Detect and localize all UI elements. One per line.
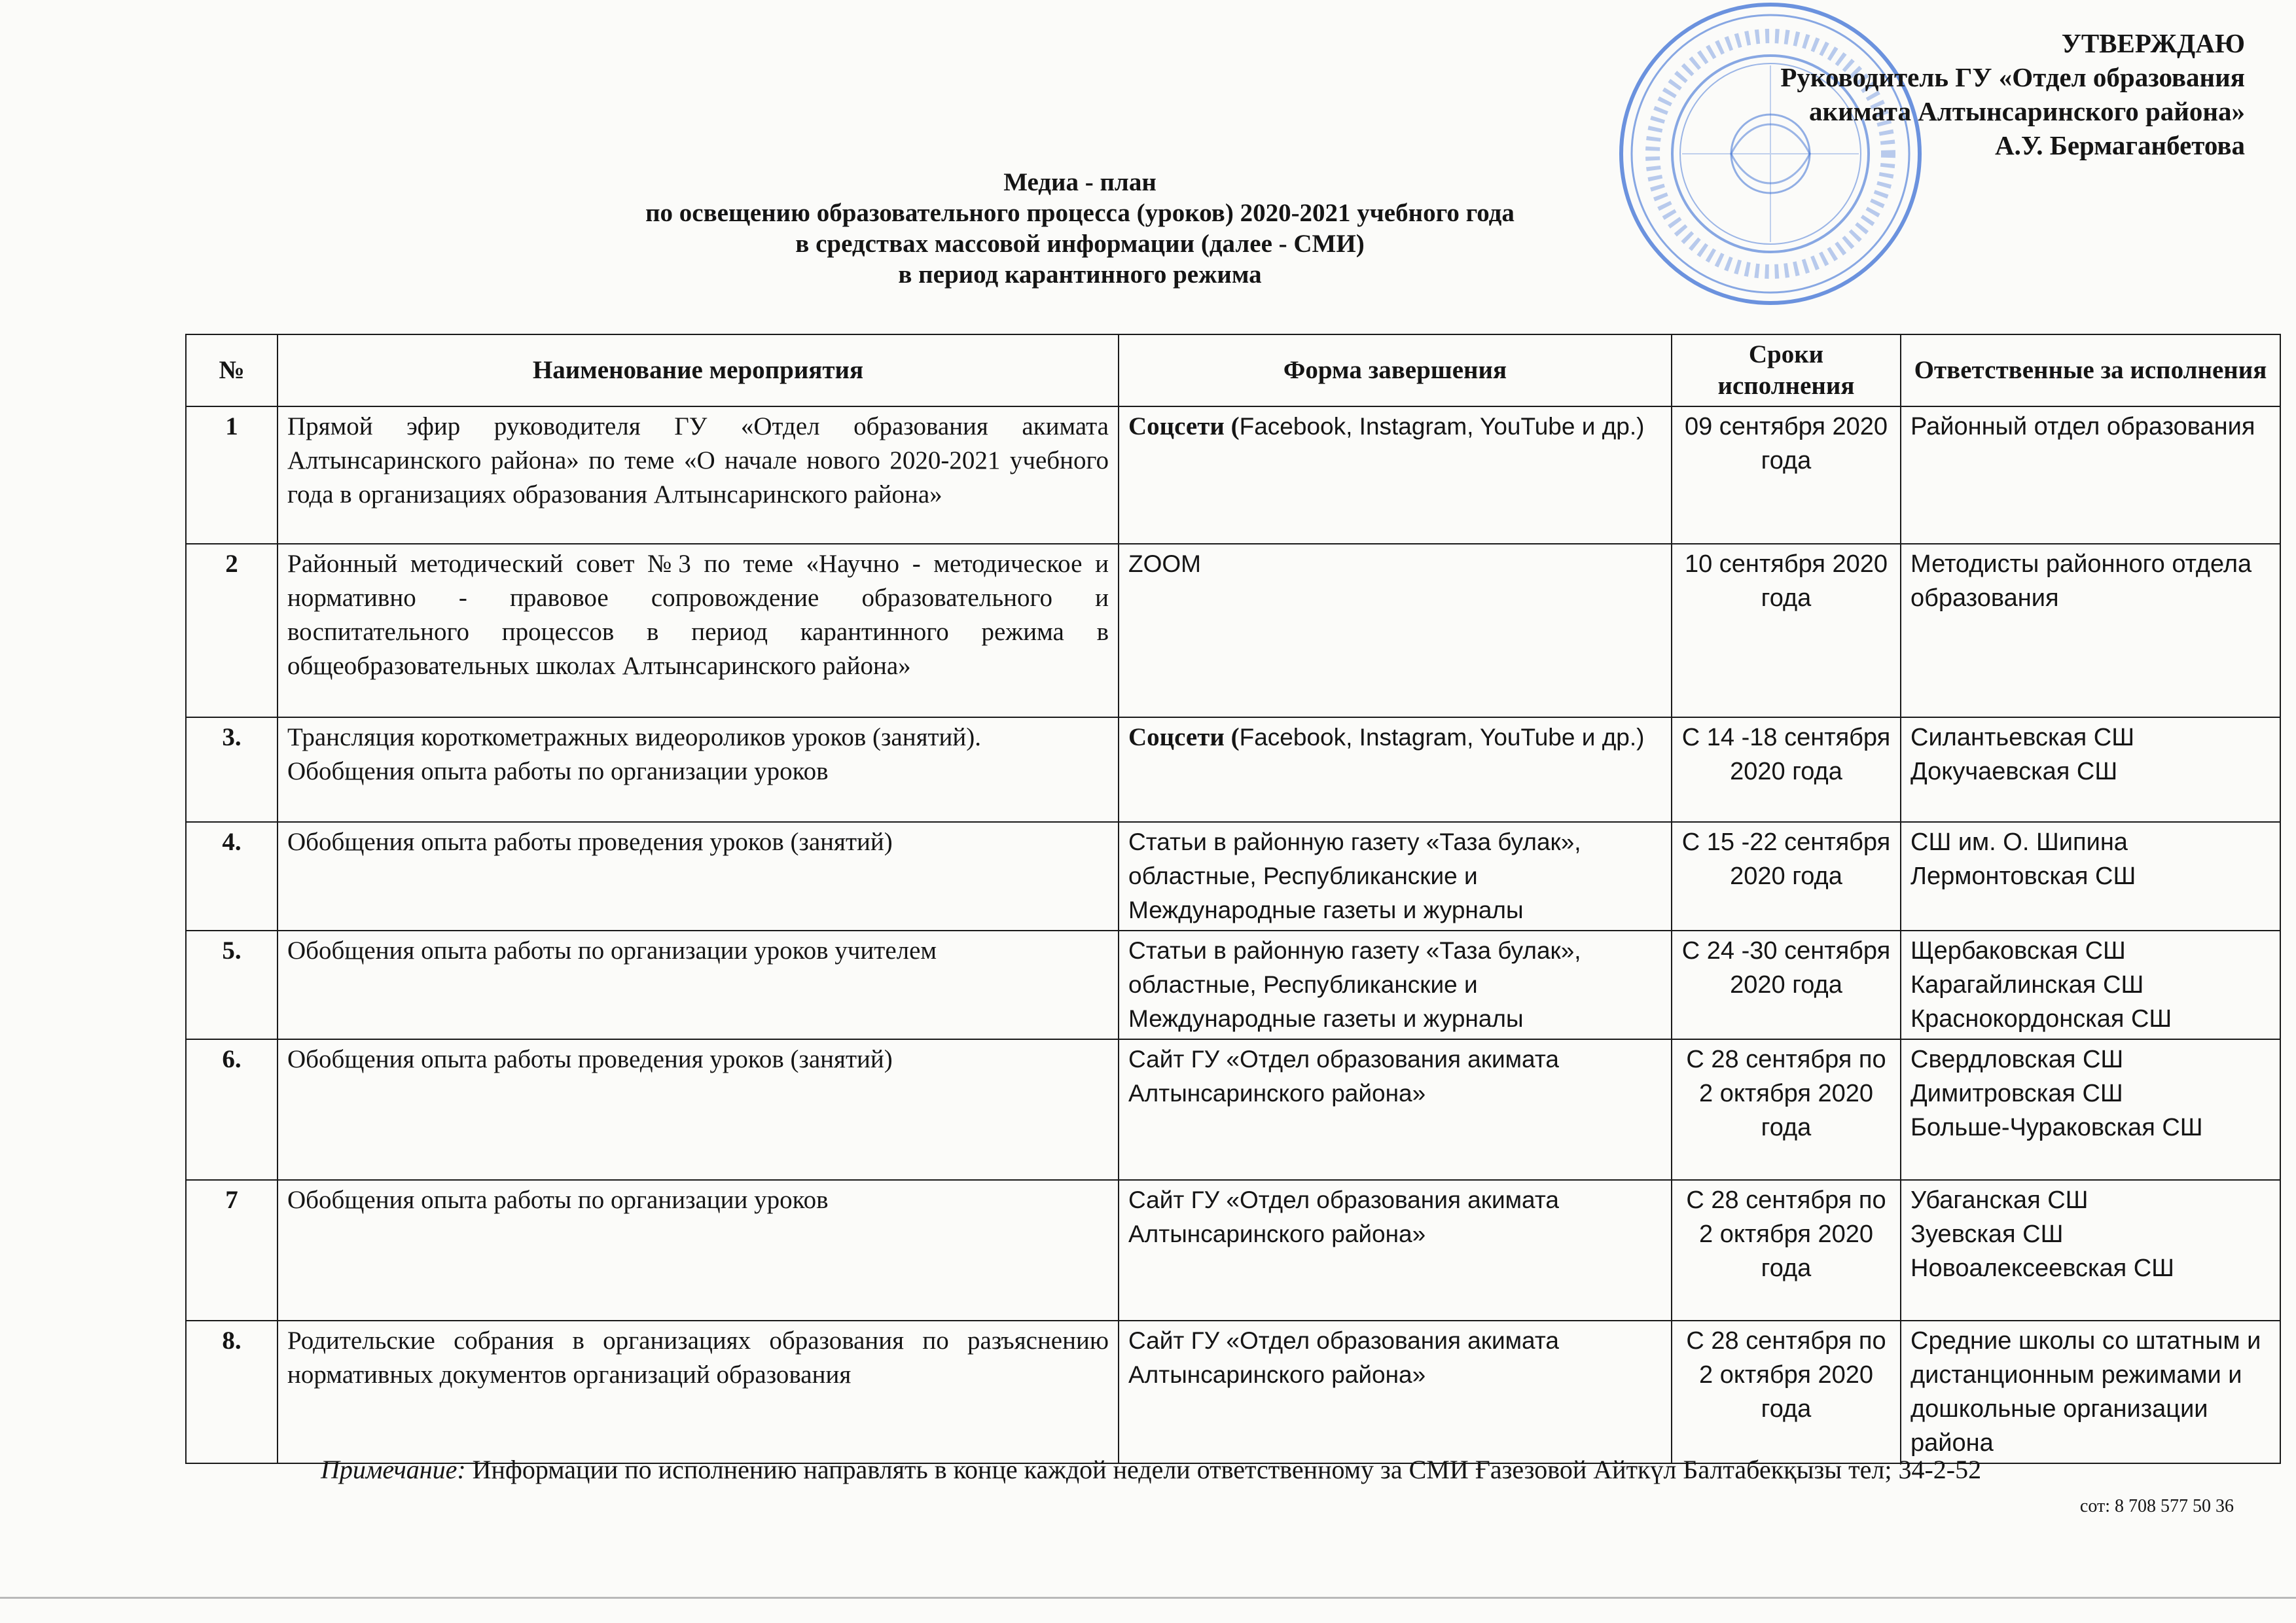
- resp-item: Карагайлинская СШ: [1910, 971, 2144, 999]
- table-row: [186, 1321, 2280, 1463]
- approval-signer: А.У. Бермаганбетова: [1994, 130, 2245, 160]
- row-form: [1119, 717, 1672, 822]
- row-num: 1: [186, 406, 278, 544]
- row-form-bold: Соцсети (: [1128, 723, 1240, 751]
- resp-item: Димитровская СШ: [1910, 1080, 2123, 1107]
- row-date: С 15 -22 сентября 2020 года: [1672, 822, 1901, 931]
- row-form: [1119, 406, 1672, 544]
- resp-item: Краснокордонская СШ: [1910, 1005, 2172, 1033]
- row-resp: [1901, 717, 2280, 822]
- row-date: 10 сентября 2020 года: [1672, 544, 1901, 717]
- row-event: Обобщения опыта работы проведения уроков (занятий): [278, 1039, 1119, 1180]
- row-resp: [1901, 1180, 2280, 1321]
- header-date: Сроки исполнения: [1672, 334, 1901, 406]
- header-name: Наименование мероприятия: [278, 334, 1119, 406]
- row-event: Обобщения опыта работы по организации уроков учителем: [278, 931, 1119, 1039]
- heading-line3: в средствах массовой информации (далее - СМИ): [795, 230, 1365, 258]
- row-form: [1119, 544, 1672, 717]
- row-event-line2: Обобщения опыта работы по организации уроков: [287, 757, 829, 785]
- table-row: [186, 406, 2280, 544]
- footnote-label: Примечание:: [321, 1455, 466, 1484]
- table-row: [186, 717, 2280, 822]
- row-form-text: Статьи в районную газету «Таза булак», областные, Республиканские и Международные газеты и журналы: [1128, 937, 1581, 1032]
- table-header-row: [186, 334, 2280, 406]
- row-num: 4.: [186, 822, 278, 931]
- row-date: 09 сентября 2020 года: [1672, 406, 1901, 544]
- row-form: [1119, 931, 1672, 1039]
- row-date: С 28 сентября по 2 октября 2020 года: [1672, 1039, 1901, 1180]
- footnote: [321, 1454, 2278, 1486]
- resp-item: Больше-Чураковская СШ: [1910, 1114, 2203, 1141]
- row-event: Прямой эфир руководителя ГУ «Отдел образования акимата Алтынсаринского района» по теме «О начале нового 2020-2021 учебного года в организациях образования Алтынсаринского района»: [278, 406, 1119, 544]
- row-form-text: Статьи в районную газету «Таза булак», областные, Республиканские и Международные газеты и журналы: [1128, 829, 1581, 923]
- row-form-text: Facebook, Instagram, YouTube и др.): [1239, 724, 1645, 751]
- header-form: Форма завершения: [1119, 334, 1672, 406]
- scan-edge-line: [0, 1597, 2296, 1599]
- row-event: Обобщения опыта работы по организации уроков: [278, 1180, 1119, 1321]
- table-row: [186, 1180, 2280, 1321]
- resp-item: Лермонтовская СШ: [1910, 863, 2136, 890]
- row-event-line1: Трансляция короткометражных видеороликов уроков (занятий).: [287, 723, 982, 751]
- row-form: [1119, 1180, 1672, 1321]
- row-num: 8.: [186, 1321, 278, 1463]
- resp-item: Свердловская СШ: [1910, 1046, 2124, 1073]
- heading-line2: по освещению образовательного процесса (уроков) 2020-2021 учебного года: [645, 199, 1515, 227]
- row-num: 2: [186, 544, 278, 717]
- approval-position-line2: акимата Алтынсаринского района»: [1808, 96, 2245, 126]
- row-event: [278, 717, 1119, 822]
- table-row: [186, 931, 2280, 1039]
- row-date: С 24 -30 сентября 2020 года: [1672, 931, 1901, 1039]
- resp-item: Районный отдел образования: [1910, 413, 2255, 440]
- row-form-text: Сайт ГУ «Отдел образования акимата Алтынсаринского района»: [1128, 1046, 1559, 1107]
- heading-line4: в период карантинного режима: [898, 260, 1262, 289]
- row-event: Родительские собрания в организациях образования по разъяснению нормативных документов организаций образования: [278, 1321, 1119, 1463]
- table-row: [186, 1039, 2280, 1180]
- header-num: №: [186, 334, 278, 406]
- row-form-text: Сайт ГУ «Отдел образования акимата Алтынсаринского района»: [1128, 1186, 1559, 1247]
- heading-line1: Медиа - план: [1003, 168, 1157, 196]
- resp-item: Зуевская СШ: [1910, 1221, 2064, 1248]
- row-num: 7: [186, 1180, 278, 1321]
- table-row: [186, 544, 2280, 717]
- row-resp: [1901, 822, 2280, 931]
- row-event: Обобщения опыта работы проведения уроков (занятий): [278, 822, 1119, 931]
- row-resp: [1901, 1039, 2280, 1180]
- approval-position-line1: Руководитель ГУ «Отдел образования: [1780, 62, 2245, 92]
- row-num: 6.: [186, 1039, 278, 1180]
- resp-item: Убаганская СШ: [1910, 1186, 2089, 1214]
- row-num: 5.: [186, 931, 278, 1039]
- media-plan-table: [185, 334, 2281, 1464]
- footnote-phone: сот: 8 708 577 50 36: [2079, 1496, 2234, 1516]
- resp-item: СШ им. О. Шипина: [1910, 829, 2128, 856]
- row-num: 3.: [186, 717, 278, 822]
- resp-item: Щербаковская СШ: [1910, 937, 2126, 965]
- table-row: [186, 822, 2280, 931]
- row-resp: [1901, 931, 2280, 1039]
- row-event: Районный методический совет №3 по теме «Научно - методическое и нормативно - правовое сопровождение образовательного и воспитательного процессов в период карантинного режима в общеобразовательных школах Алтынсаринского района»: [278, 544, 1119, 717]
- row-date: С 28 сентября по 2 октября 2020 года: [1672, 1180, 1901, 1321]
- row-date: С 28 сентября по 2 октября 2020 года: [1672, 1321, 1901, 1463]
- row-form-text: Facebook, Instagram, YouTube и др.): [1239, 413, 1645, 440]
- resp-item: Докучаевская СШ: [1910, 758, 2118, 785]
- row-resp: [1901, 1321, 2280, 1463]
- row-form: [1119, 1321, 1672, 1463]
- resp-item: Методисты районного отдела образования: [1910, 550, 2252, 612]
- row-form: [1119, 1039, 1672, 1180]
- row-form: [1119, 822, 1672, 931]
- row-form-text: ZOOM: [1128, 550, 1201, 577]
- row-date: С 14 -18 сентября 2020 года: [1672, 717, 1901, 822]
- row-form-bold: Соцсети (: [1128, 412, 1240, 440]
- row-resp: [1901, 544, 2280, 717]
- resp-item: Силантьевская СШ: [1910, 724, 2135, 751]
- row-form-text: Сайт ГУ «Отдел образования акимата Алтынсаринского района»: [1128, 1327, 1559, 1388]
- footnote-text: Информации по исполнению направлять в конце каждой недели ответственному за СМИ Ғазезовой Айткүл Балтабекқызы тел; 34-2-52: [472, 1455, 1982, 1484]
- header-resp: Ответственные за исполнения: [1901, 334, 2280, 406]
- document-heading: [458, 167, 1702, 290]
- approval-block: [1590, 26, 2245, 162]
- approval-title: УТВЕРЖДАЮ: [2061, 28, 2245, 58]
- row-resp: [1901, 406, 2280, 544]
- resp-item: Новоалексеевская СШ: [1910, 1255, 2174, 1282]
- resp-item: Средние школы со штатным и дистанционным режимами и дошкольные организации района: [1910, 1327, 2261, 1457]
